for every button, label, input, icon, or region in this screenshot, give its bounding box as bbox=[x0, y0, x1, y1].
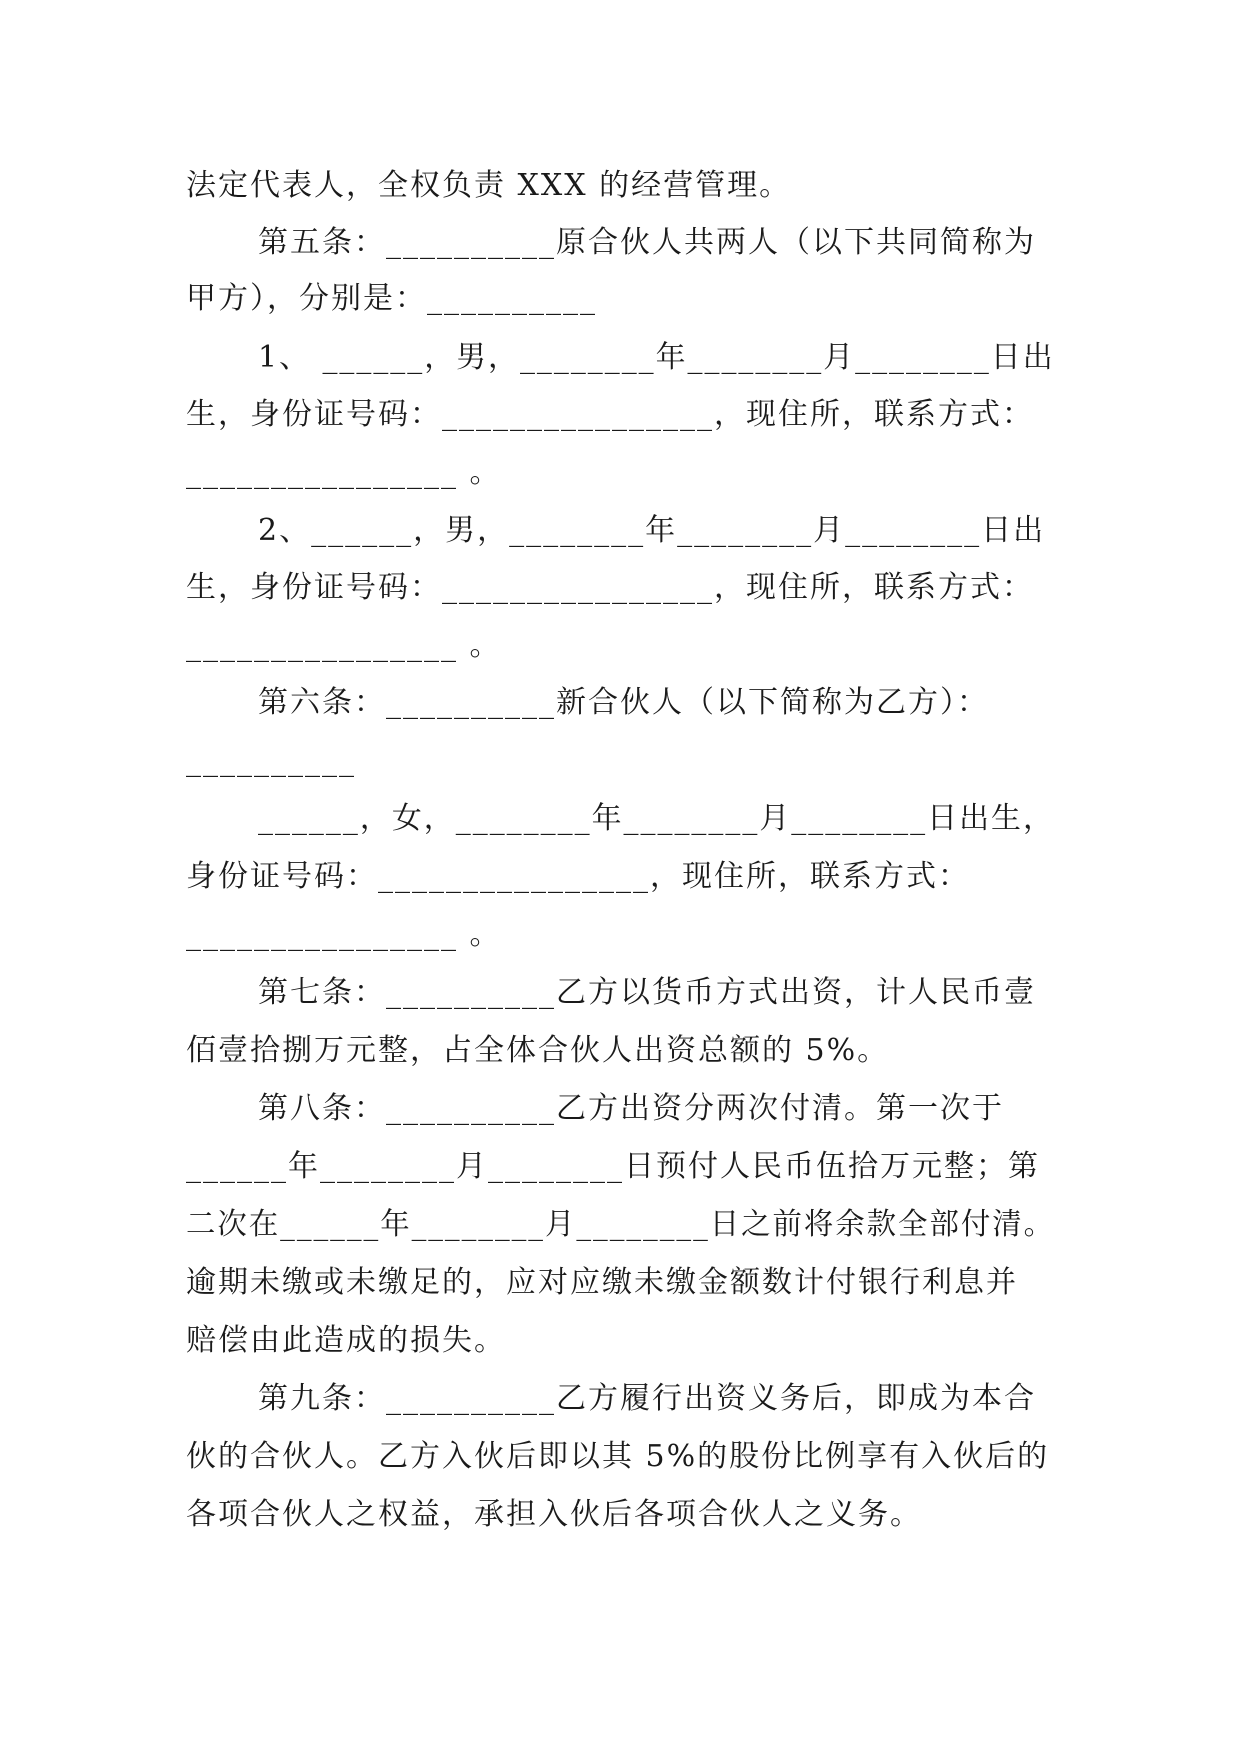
article-8-line-5: 赔偿由此造成的损失。 bbox=[186, 1323, 506, 1358]
partner-2-line-2: 生，身份证号码：________________，现住所，联系方式： bbox=[186, 570, 1034, 605]
partner-2-line-3: ________________ 。 bbox=[186, 628, 502, 663]
partner-2-line-1: 2、______，男，________年________月________日出 bbox=[258, 513, 1046, 548]
article-7-line-1: 第七条：__________乙方以货币方式出资，计人民币壹 bbox=[258, 975, 1036, 1010]
article-7-line-2: 佰壹拾捌万元整，占全体合伙人出资总额的 5%。 bbox=[186, 1033, 890, 1068]
article-8-line-1: 第八条：__________乙方出资分两次付清。第一次于 bbox=[258, 1091, 1004, 1126]
article-5-line-1: 第五条：__________原合伙人共两人（以下共同简称为 bbox=[258, 225, 1036, 260]
article-6-line-2: __________ bbox=[186, 743, 356, 778]
article-6-line-1: 第六条：__________新合伙人（以下简称为乙方）： bbox=[258, 685, 989, 720]
new-partner-line-3: ________________ 。 bbox=[186, 917, 502, 952]
article-5-line-2: 甲方），分别是：__________ bbox=[186, 281, 597, 316]
article-8-line-3: 二次在______年________月________日之前将余款全部付清。 bbox=[186, 1207, 1055, 1242]
article-8-line-4: 逾期未缴或未缴足的，应对应缴未缴金额数计付银行利息并 bbox=[186, 1265, 1018, 1300]
new-partner-line-2: 身份证号码：________________，现住所，联系方式： bbox=[186, 859, 970, 894]
article-9-line-3: 各项合伙人之权益，承担入伙后各项合伙人之义务。 bbox=[186, 1497, 922, 1532]
text-line-1: 法定代表人，全权负责 XXX 的经营管理。 bbox=[186, 168, 792, 203]
new-partner-line-1: ______，女，________年________月________日出生， bbox=[258, 801, 1055, 836]
article-9-line-1: 第九条：__________乙方履行出资义务后，即成为本合 bbox=[258, 1381, 1036, 1416]
article-9-line-2: 伙的合伙人。乙方入伙后即以其 5%的股份比例享有入伙后的 bbox=[186, 1439, 1050, 1474]
partner-1-line-2: 生，身份证号码：________________，现住所，联系方式： bbox=[186, 397, 1034, 432]
article-8-line-2: ______年________月________日预付人民币伍拾万元整；第 bbox=[186, 1149, 1040, 1184]
partner-1-line-1: 1、 ______，男，________年________月________日出 bbox=[258, 340, 1055, 375]
partner-1-line-3: ________________ 。 bbox=[186, 455, 502, 490]
